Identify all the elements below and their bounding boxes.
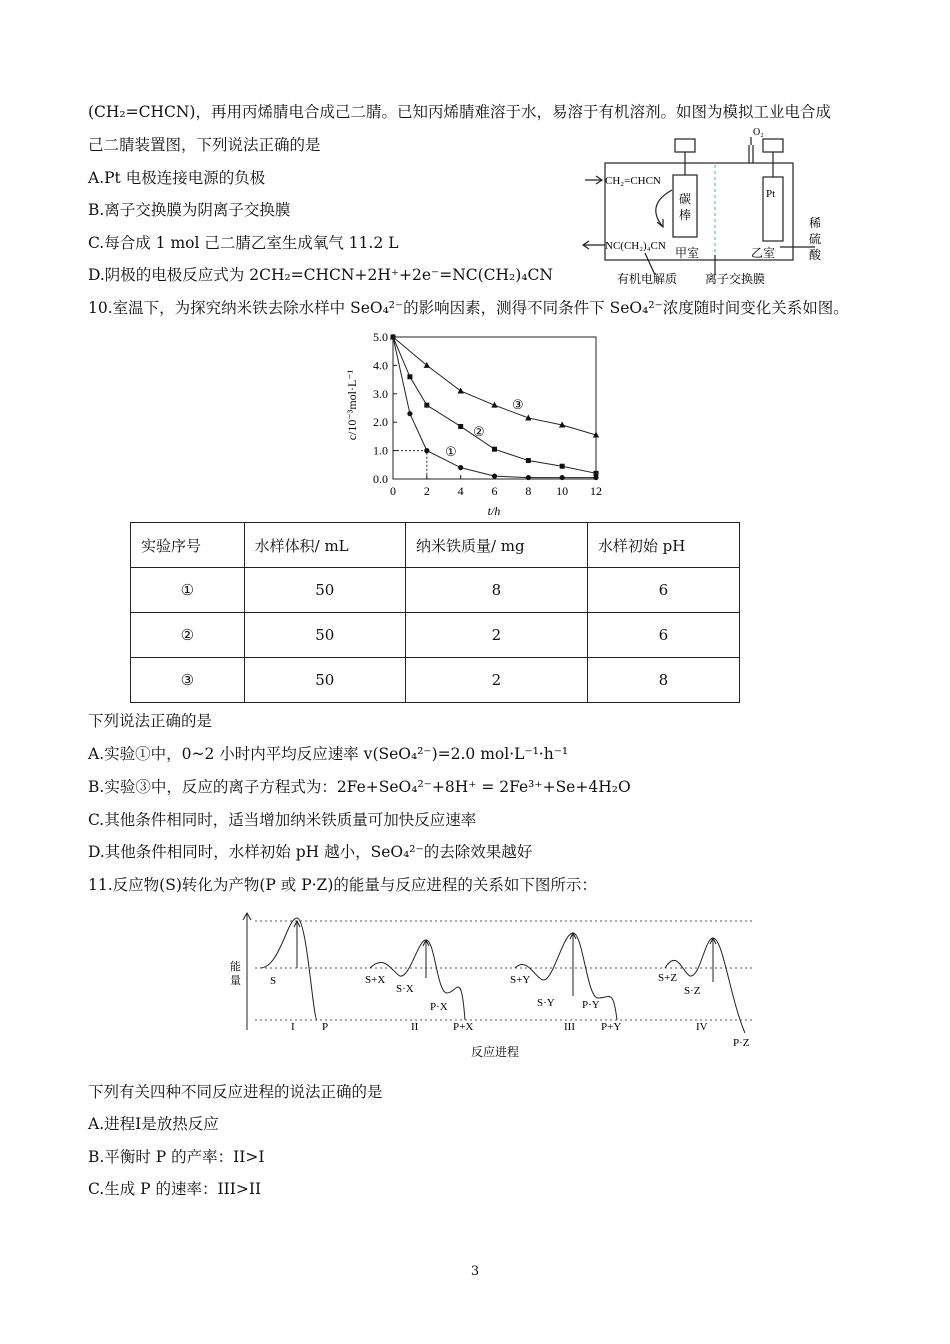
data-point-series-2 (526, 458, 531, 463)
label-s-plus-z: S+Z (658, 972, 678, 984)
q10-prompt: 下列说法正确的是 (88, 712, 213, 730)
series-line-3 (393, 337, 596, 435)
series-label-3: ③ (512, 397, 524, 412)
experiment-table (130, 522, 740, 703)
carbon-label-1: 碳 (679, 192, 692, 206)
q11-option-a: A.进程I是放热反应 (88, 1115, 219, 1133)
table-cell: ③ (131, 658, 245, 703)
x-tick-label: 0 (390, 484, 396, 498)
data-point-series-1 (560, 475, 565, 480)
profile-iv (665, 938, 745, 1033)
header-cell: 水样体积/ mL (244, 523, 405, 568)
table-cell: 8 (587, 658, 739, 703)
data-point-series-1 (424, 448, 429, 453)
label-p-plus-y: P+Y (601, 1021, 622, 1033)
label-s-dot-x: S·X (396, 983, 414, 995)
q11-option-c: C.生成 P 的速率：III>II (88, 1180, 262, 1198)
q9-line1: (CH₂=CHCN)，再用丙烯腈电合成己二腈。已知丙烯腈难溶于水，易溶于有机溶剂。如图为模拟工业电合成 (88, 103, 831, 121)
table-cell: ② (131, 613, 245, 658)
label-iii: III (564, 1021, 575, 1033)
q10-option-b: B.实验③中，反应的离子方程式为：2Fe+SeO₄²⁻+8H⁺ = 2Fe³⁺+Se+4H₂O (88, 778, 631, 796)
y-tick-label: 3.0 (373, 386, 388, 401)
label-s: S (270, 975, 277, 987)
label-p: P (322, 1021, 329, 1033)
q9-option-c: C.每合成 1 mol 己二腈乙室生成氧气 11.2 L (88, 234, 399, 252)
label-ii: II (411, 1021, 419, 1033)
label-p-dot-z: P·Z (733, 1037, 750, 1049)
header-cell: 实验序号 (131, 523, 245, 568)
acid-label-2: 硫 (809, 232, 822, 246)
label-p-dot-x: P·X (430, 1001, 448, 1013)
table-cell: 50 (244, 613, 405, 658)
data-point-series-2 (594, 471, 599, 476)
label-s-dot-z: S·Z (684, 985, 701, 997)
data-point-series-1 (526, 475, 531, 480)
carbon-label-2: 棒 (679, 208, 692, 222)
terminal-right (763, 139, 783, 152)
q10-option-d: D.其他条件相同时，水样初始 pH 越小，SeO₄²⁻的去除效果越好 (88, 843, 533, 861)
x-tick-label: 12 (590, 484, 602, 498)
y-tick-label: 2.0 (373, 415, 388, 430)
room-a-label: 甲室 (675, 246, 700, 260)
table-row (131, 568, 740, 613)
pt-label: Pt (766, 188, 776, 200)
acid-label-1: 稀 (809, 216, 822, 230)
table-cell: ① (131, 568, 245, 613)
series-label-1: ① (445, 444, 457, 459)
x-axis-label: 反应进程 (470, 1045, 520, 1059)
inlet-label: CH₂=CHCN (605, 175, 661, 187)
label-iv: IV (696, 1021, 708, 1033)
table-header-row (131, 523, 740, 568)
table-row (131, 613, 740, 658)
electrolysis-diagram (575, 125, 835, 285)
reaction-arrow (656, 190, 672, 227)
label-s-plus-y: S+Y (510, 974, 531, 986)
table-cell: 50 (244, 658, 405, 703)
data-point-series-2 (492, 447, 497, 452)
y-tick-label: 0.0 (373, 472, 388, 486)
data-point-series-2 (458, 424, 463, 429)
data-point-series-1 (458, 465, 463, 470)
organic-label: 有机电解质 (617, 272, 678, 285)
header-cell: 水样初始 pH (587, 523, 739, 568)
profile-i (260, 918, 317, 1020)
label-p-dot-y: P·Y (582, 999, 600, 1011)
x-tick-label: 8 (525, 484, 532, 498)
data-point-series-2 (407, 374, 412, 379)
q9-option-b: B.离子交换膜为阴离子交换膜 (88, 201, 291, 219)
q10-option-c: C.其他条件相同时，适当增加纳米铁质量可加快反应速率 (88, 811, 477, 829)
page-number: 3 (470, 1264, 480, 1279)
energy-profile-figure (225, 908, 770, 1063)
x-tick-label: 2 (423, 484, 430, 498)
y-axis-label: c/10⁻³mol·L⁻¹ (345, 369, 359, 441)
table-cell: 50 (244, 568, 405, 613)
label-s-dot-y: S·Y (537, 997, 555, 1009)
y-tick-label: 4.0 (373, 358, 388, 373)
header-cell: 纳米铁质量/ mg (405, 523, 587, 568)
energy-label-2: 量 (230, 975, 241, 987)
label-i: I (291, 1021, 295, 1033)
table-cell: 6 (587, 613, 739, 658)
acid-label-3: 酸 (809, 248, 822, 262)
y-tick-label: 5.0 (373, 330, 388, 344)
membrane-label: 离子交换膜 (705, 272, 766, 285)
y-tick-label: 1.0 (373, 443, 388, 458)
q10-stem: 10.室温下，为探究纳米铁去除水样中 SeO₄²⁻的影响因素，测得不同条件下 SeO₄²⁻浓度随时间变化关系如图。 (88, 299, 849, 317)
table-cell: 2 (405, 658, 587, 703)
q9-option-a: A.Pt 电极连接电源的负极 (88, 169, 266, 187)
x-tick-label: 4 (457, 484, 464, 498)
energy-label-1: 能 (230, 961, 241, 973)
data-point-series-3 (457, 387, 463, 393)
label-p-plus-x: P+X (453, 1021, 474, 1033)
o2-label: O₂ (753, 127, 764, 138)
x-tick-label: 10 (556, 484, 569, 498)
q9-option-d: D.阴极的电极反应式为 2CH₂=CHCN+2H⁺+2e⁻=NC(CH₂)₄CN (88, 266, 553, 284)
label-s-plus-x: S+X (365, 974, 386, 986)
table-row (131, 658, 740, 703)
series-label-2: ② (473, 424, 485, 439)
guide-line (393, 451, 427, 479)
q11-prompt: 下列有关四种不同反应进程的说法正确的是 (88, 1083, 383, 1101)
concentration-chart (340, 325, 620, 520)
table-cell: 6 (587, 568, 739, 613)
terminal-left (675, 139, 695, 152)
data-point-series-1 (492, 474, 497, 479)
q10-option-a: A.实验①中，0~2 小时内平均反应速率 v(SeO₄²⁻)=2.0 mol·L⁻¹·h⁻¹ (88, 745, 569, 763)
data-point-series-2 (424, 403, 429, 408)
plot-frame (393, 337, 596, 479)
carbon-rod (673, 175, 697, 237)
pt-electrode (763, 177, 783, 241)
room-b-label: 乙室 (751, 246, 776, 260)
x-tick-label: 6 (491, 484, 498, 498)
outlet-label: NC(CH₂)₄CN (605, 240, 666, 252)
data-point-series-2 (560, 464, 565, 469)
x-axis-label: t/h (487, 504, 501, 518)
data-point-series-3 (424, 362, 430, 368)
table-cell: 2 (405, 613, 587, 658)
data-point-series-1 (407, 411, 412, 416)
q11-stem: 11.反应物(S)转化为产物(P 或 P·Z)的能量与反应进程的关系如下图所示： (88, 876, 597, 894)
profile-iii (515, 933, 617, 1020)
table-cell: 8 (405, 568, 587, 613)
q9-line2: 己二腈装置图，下列说法正确的是 (88, 136, 321, 154)
q11-option-b: B.平衡时 P 的产率：II>I (88, 1148, 265, 1166)
